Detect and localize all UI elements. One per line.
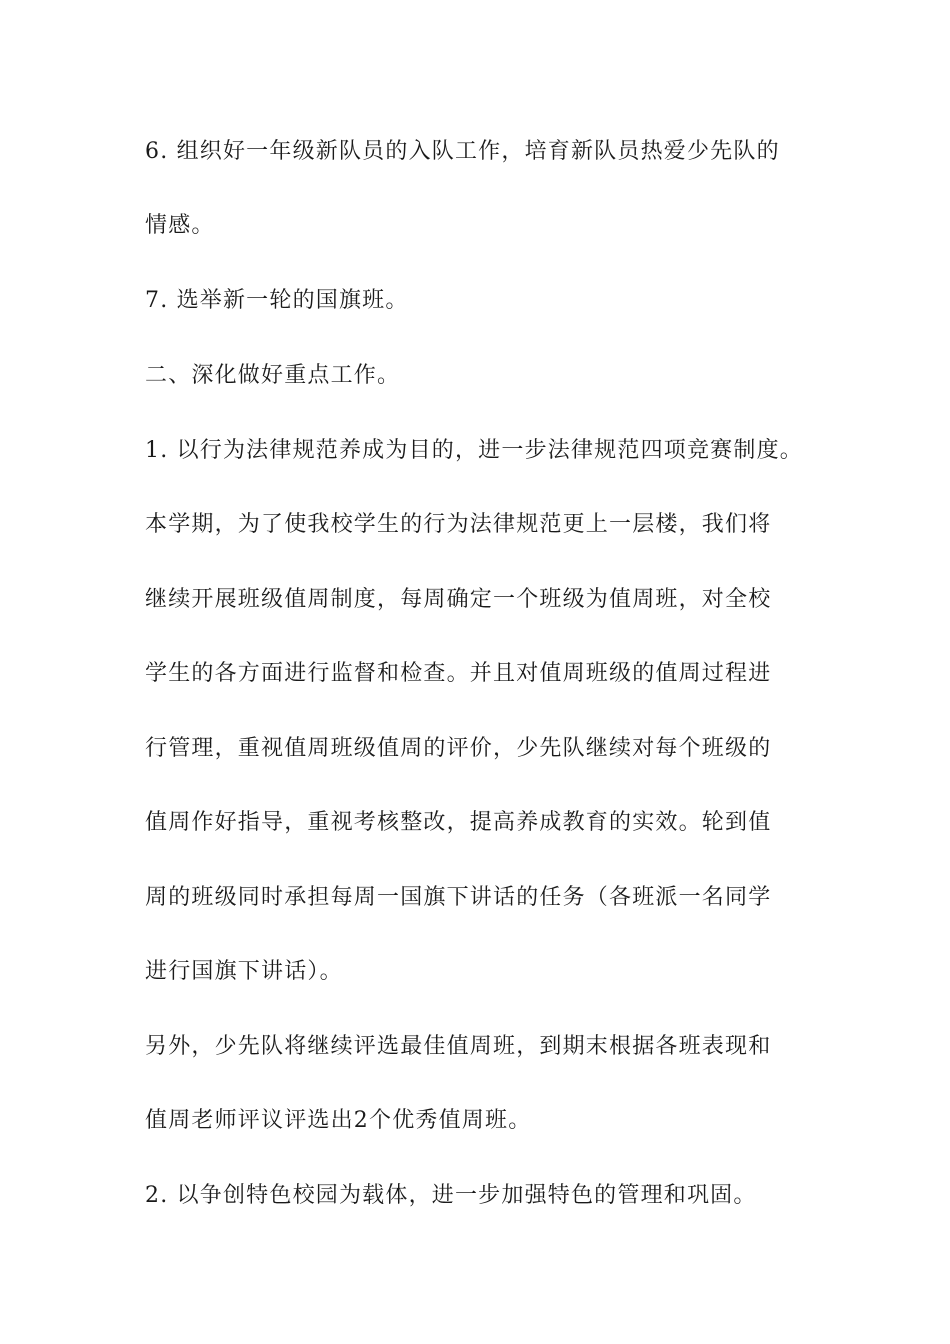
text-line: 值周老师评议评选出2个优秀值周班。	[145, 1108, 532, 1133]
text-line: 学生的各方面进行监督和检查。并且对值周班级的值周过程进	[145, 661, 772, 686]
text-line: 另外，少先队将继续评选最佳值周班，到期末根据各班表现和	[145, 1034, 772, 1059]
text-line: 行管理，重视值周班级值周的评价，少先队继续对每个班级的	[145, 736, 772, 761]
text-line: 继续开展班级值周制度，每周确定一个班级为值周班，对全校	[145, 587, 772, 612]
text-line: 本学期，为了使我校学生的行为法律规范更上一层楼，我们将	[145, 512, 772, 537]
text-line: 6. 组织好一年级新队员的入队工作，培育新队员热爱少先队的	[145, 139, 780, 164]
text-line: 周的班级同时承担每周一国旗下讲话的任务（各班派一名同学	[145, 885, 772, 910]
text-line: 情感。	[145, 213, 215, 238]
section-heading: 二、深化做好重点工作。	[145, 363, 401, 388]
text-line: 进行国旗下讲话）。	[145, 959, 343, 984]
text-line: 值周作好指导，重视考核整改，提高养成教育的实效。轮到值	[145, 810, 772, 835]
text-line: 7. 选举新一轮的国旗班。	[145, 288, 409, 313]
text-line: 1. 以行为法律规范养成为目的，进一步法律规范四项竞赛制度。	[145, 438, 803, 463]
text-line: 2. 以争创特色校园为载体，进一步加强特色的管理和巩固。	[145, 1183, 757, 1208]
